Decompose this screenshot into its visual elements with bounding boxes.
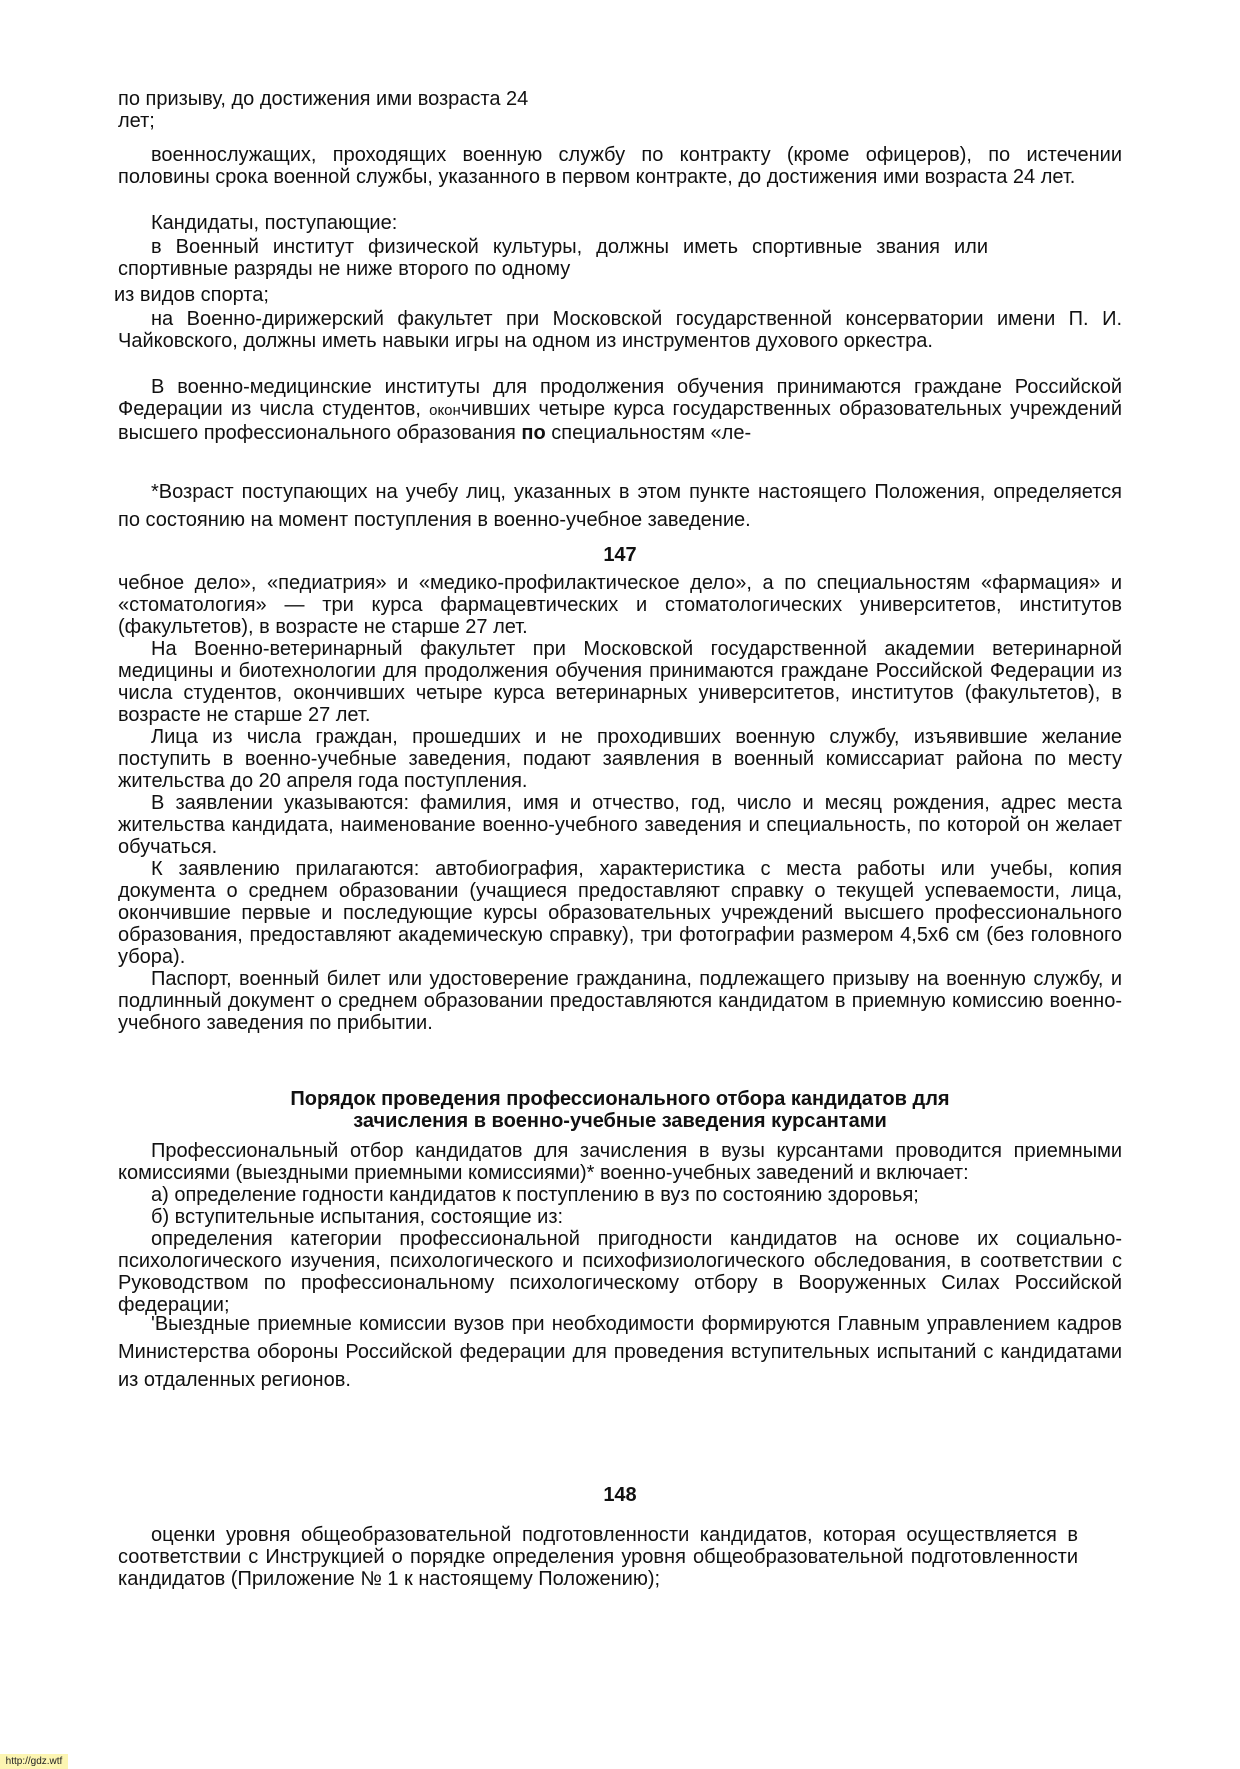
heading-line: Порядок проведения профессионального отбора кандидатов для <box>290 1088 950 1110</box>
paragraph-text: военнослужащих, проходящих военную службу по контракту (кроме офицеров), по истечении половины срока военной службы, указанного в первом контракте, до достижения ими возраста 24 лет. <box>118 144 1122 188</box>
paragraph-text: Паспорт, военный билет или удостоверение гражданина, подлежащего призыву на военную службу, и подлинный документ о среднем образовании предоставляются кандидатом в приемную комиссию военно-учебного заведения по прибытии. <box>118 968 1122 1034</box>
footnote <box>118 478 1122 534</box>
footnote-text: 'Выездные приемные комиссии вузов при необходимости формируются Главным управлением кадров Министерства обороны Российской федерации для проведения вступительных испытаний с кандидатами из отдаленных регионов. <box>118 1313 1122 1391</box>
paragraph-text: На Военно-ветеринарный факультет при Московской государственной академии ветеринарной медицины и биотехнологии для продолжения обучения принимаются граждане Российской Федерации из числа студентов, окончивших четыре курса ветеринарных университетов, институтов (факультетов), в возрасте не старше 27 лет. <box>118 638 1122 726</box>
paragraph-text <box>118 376 1122 444</box>
paragraph <box>118 144 1122 188</box>
heading-line: зачисления в военно-учебные заведения курсантами <box>353 1110 887 1132</box>
footnote <box>118 1310 1122 1394</box>
section-2 <box>118 572 1122 1034</box>
paragraph-text: на Военно-дирижерский факультет при Московской государственной консерватории имени П. И. Чайковского, должны иметь навыки игры на одном из инструментов духового оркестра. <box>118 308 1122 352</box>
page-number: 147 <box>603 544 637 566</box>
text-run: специальностям «ле- <box>545 422 752 444</box>
section-1 <box>118 88 1122 132</box>
paragraph <box>114 284 1118 306</box>
watermark-link[interactable]: http://gdz.wtf <box>0 1754 68 1769</box>
text-line: лет; <box>118 110 155 132</box>
paragraph <box>118 308 1122 352</box>
text-line: Кандидаты, поступающие: <box>151 212 398 234</box>
paragraph <box>118 236 1122 280</box>
paragraph-text: определения категории профессиональной пригодности кандидатов на основе их социально-психологического изучения, психологического и психофизиологического обследования, в соответствии с Руководством по профессиональному психологическому отбору в Вооруженных Силах Российской федерации; <box>118 1228 1122 1316</box>
text-run: чивших четыре курса государственных образовательных учреждений высшего профессионального образования <box>118 398 1122 444</box>
text-run-small: окон <box>429 402 461 419</box>
paragraph-text: чебное дело», «педиатрия» и «медико-профилактическое дело», а по специальностям «фармация» и «стоматология» — три курса фармацевтических и стоматологических университетов, институтов (факультетов), в возрасте не старше 27 лет. <box>118 572 1122 638</box>
text-line: а) определение годности кандидатов к поступлению в вуз по состоянию здоровья; <box>151 1184 919 1206</box>
paragraph-text: оценки уровня общеобразовательной подготовленности кандидатов, которая осуществляется в соответствии с Инструкцией о порядке определения уровня общеобразовательной подготовленности кандидатов (Приложение № 1 к настоящему Положению); <box>118 1524 1078 1590</box>
text-line: по призыву, до достижения ими возраста 24 <box>118 88 529 110</box>
paragraph-text: Профессиональный отбор кандидатов для зачисления в вузы курсантами проводится приемными комиссиями (выездными приемными комиссиями)* военно-учебных заведений и включает: <box>118 1140 1122 1184</box>
section-4 <box>118 1524 1078 1590</box>
text-line: из видов спорта; <box>114 284 269 306</box>
section-heading <box>118 1088 1122 1132</box>
section-3 <box>118 1140 1122 1316</box>
footnote-text: *Возраст поступающих на учебу лиц, указанных в этом пункте настоящего Положения, определяется по состоянию на момент поступления в военно-учебное заведение. <box>118 481 1122 531</box>
paragraph <box>118 212 1122 234</box>
text-run: В военно-медицинские институты для продолжения обучения принимаются граждане Российской Федерации из числа студентов, <box>118 376 1122 420</box>
text-run-bold: по <box>521 422 546 444</box>
paragraph-text: в Военный институт физической культуры, должны иметь спортивные звания или спортивные разряды не ниже второго по одному <box>118 236 988 280</box>
page-number: 148 <box>603 1484 637 1506</box>
paragraph-text: В заявлении указываются: фамилия, имя и отчество, год, число и месяц рождения, адрес места жительства кандидата, наименование военно-учебного заведения и специальность, по которой он желает обучаться. <box>118 792 1122 858</box>
paragraph <box>118 376 1122 444</box>
paragraph-text: Лица из числа граждан, прошедших и не проходивших военную службу, изъявившие желание поступить в военно-учебные заведения, подают заявления в военный комиссариат района по месту жительства до 20 апреля года поступления. <box>118 726 1122 792</box>
text-line: б) вступительные испытания, состоящие из: <box>151 1206 564 1228</box>
paragraph-text: К заявлению прилагаются: автобиография, характеристика с места работы или учебы, копия документа о среднем образовании (учащиеся предоставляют справку о текущей успеваемости, лица, окончившие первые и последующие курсы образовательных учреждений высшего профессионального образования, предоставляют академическую справку), три фотографии размером 4,5х6 см (без головного убора). <box>118 858 1122 968</box>
